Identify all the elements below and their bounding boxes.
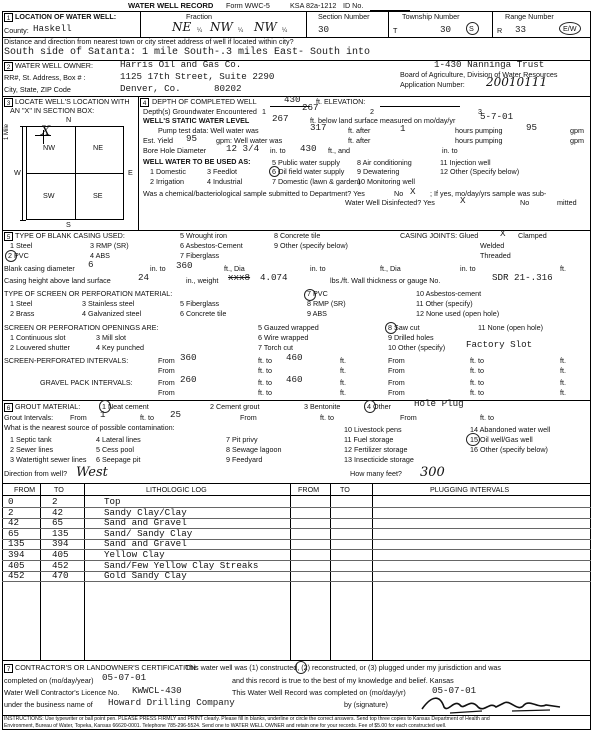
section-5-number: 5 [4,232,13,241]
section-2-number: 2 [4,62,13,71]
contam-label: What is the nearest source of possible contamination: [4,423,175,432]
grout-from-label-2: From [240,413,257,422]
contam-oilwell[interactable]: 15 Oil well/Gas well [470,435,533,444]
gravel-from-label-3: From [158,388,175,397]
yield-value[interactable]: 95 [186,133,198,144]
gravel-from-label: From [158,378,175,387]
instructions-line-2: Environment, Bureau of Water, Topeka, Kansas 66620-0001. Telephone 785-296-5524. Send one to WATER WELL OWNER and retain one for your records. Fee of $5.00 for each constructed well. [4,723,447,729]
use-industrial[interactable]: 4 Industrial [207,177,243,186]
groundwater-value[interactable]: 267 [302,102,319,113]
log-lith[interactable]: Top [104,496,121,507]
log-to[interactable]: 2 [52,496,58,507]
joints-clamped: Clamped [518,231,547,240]
screen-none[interactable]: 12 None used (open hole) [416,309,500,318]
use-domestic[interactable]: 1 Domestic [150,167,186,176]
use-lawn[interactable]: 7 Domestic (lawn & garden) [272,177,361,186]
height-label: Casing height above land surface [4,276,111,285]
screen-concrete[interactable]: 6 Concrete tile [180,309,227,318]
gravel-label: GRAVEL PACK INTERVALS: [40,378,133,387]
township-dir: S [469,24,474,33]
casing-steel[interactable]: 1 Steel [10,241,33,250]
form-title: WATER WELL RECORD [128,1,214,10]
grout-from-label: From [70,413,87,422]
diameter-ft-dia-2: ft., Dia [380,264,401,273]
perf-to-label: ft. to [258,356,272,365]
gw-3-label: 3 [478,107,482,116]
use-dewatering[interactable]: 9 Dewatering [357,167,400,176]
contam-sewer[interactable]: 2 Sewer lines [10,445,54,454]
casing-concrete[interactable]: 8 Concrete tile [274,231,321,240]
ksa-ref: KSA 82a-1212 [290,1,337,10]
contam-dir-value[interactable]: West [76,465,108,480]
range-value[interactable]: 33 [515,24,527,35]
screen-rmp[interactable]: 8 RMP (SR) [307,299,346,308]
gpm-unit: gpm [570,126,584,135]
gravel-ft: ft. [340,378,346,387]
grout-neat[interactable]: 1 Neat cement [102,402,149,411]
contam-dir-label: Direction from well? [4,469,68,478]
log-header-lith: LITHOLOGIC LOG [146,485,207,494]
cert-by-label: by (signature) [344,700,388,709]
compass-s: S [66,220,71,229]
locate-label-2: AN "X" IN SECTION BOX: [10,106,95,115]
board-label: Board of Agriculture, Division of Water Resources [400,70,558,79]
cert-business[interactable]: Howard Drilling Company [108,697,235,708]
perf-to-label-3: ft. to [258,366,272,375]
log-to[interactable]: 470 [52,570,69,582]
joints-threaded: Threaded [480,251,511,260]
diameter-ft-dia: ft., Dia [224,264,245,273]
township-value[interactable]: 30 [440,24,452,35]
contam-privy[interactable]: 7 Pit privy [226,435,258,444]
log-lith[interactable]: Sandy Clay/Clay [104,506,187,518]
grout-cement[interactable]: 2 Cement grout [210,402,260,411]
quarter-mark-3: ¼ [282,28,288,34]
cert-date-2[interactable]: 05-07-01 [432,685,477,696]
use-monitoring[interactable]: 10 Monitoring well [357,177,415,186]
depth-value[interactable]: 430 [284,94,301,105]
grout-to-label: ft. to [140,413,154,422]
opening-none[interactable]: 11 None (open hole) [478,323,543,332]
grout-to-label-3: ft. to [480,413,494,422]
use-irrigation[interactable]: 2 Irrigation [150,177,184,186]
sdr-value[interactable]: SDR 21-.316 [492,272,553,283]
grout-other[interactable]: 4 Other [367,402,391,411]
cert-label: CONTRACTOR'S OR LANDOWNER'S CERTIFICATION: [15,663,198,672]
opening-saw[interactable]: 8 Saw cut [388,323,420,332]
static-tail: ft. below land surface measured on mo/day/yr [310,116,456,125]
cert-record-label: This Water Well Record was completed on (mo/day/yr) [232,688,406,697]
casing-asbestos[interactable]: 6 Asbestos-Cement [180,241,243,250]
address-label: RR#, St. Address, Box # : [4,73,86,82]
section-number-value[interactable]: 30 [318,24,330,35]
quadrant-se: SE [93,191,103,200]
casing-other[interactable]: 9 Other (specify below) [274,241,348,250]
use-label: WELL WATER TO BE USED AS: [143,157,251,166]
contam-lagoon[interactable]: 8 Sewage lagoon [226,445,282,454]
log-header-to: TO [54,485,64,494]
yield-gpm-unit: gpm [570,136,584,145]
screen-stainless[interactable]: 3 Stainless steel [82,299,135,308]
gravel-to-label-2: ft. to [470,378,484,387]
application-label: Application Number: [400,80,465,89]
bore-value[interactable]: 12 3/4 [226,143,260,154]
casing-rmp[interactable]: 3 RMP (SR) [90,241,129,250]
address-value[interactable]: 1125 17th Street, Suite 2290 [120,71,275,82]
quadrant-sw: SW [43,191,55,200]
static-label: WELL'S STATIC WATER LEVEL [143,116,250,125]
opening-wire[interactable]: 6 Wire wrapped [258,333,309,342]
contam-feedyard[interactable]: 9 Feedyard [226,455,263,464]
disinfected-label: Water Well Disinfected? Yes [345,198,435,207]
gravel-to-label-3: ft. to [258,388,272,397]
contam-septic[interactable]: 1 Septic tank [10,435,52,444]
gravel-to-label: ft. to [258,378,272,387]
perf-ft: ft. [340,356,346,365]
instructions-line-1: INSTRUCTIONS: Use typewriter or ball point pen. PLEASE PRESS FIRMLY and PRINT clearly. Please fill in blanks, underline or circle the correct answers. Send top three copies to Kansas Department of Health and [4,716,490,722]
log-from[interactable]: 135 [8,538,25,550]
cert-licence[interactable]: KWWCL-430 [132,685,182,696]
fraction-q3[interactable]: NW [254,20,277,34]
log-to[interactable]: 394 [52,538,69,550]
log-lith[interactable]: Yellow Clay [104,549,165,560]
city-label: City, State, ZIP Code [4,85,71,94]
chem-no: No [394,189,404,198]
depth-label: DEPTH OF COMPLETED WELL [152,97,257,106]
gw-2-label: 2 [370,107,374,116]
direction-label: Distance and direction from nearest town or city street address of well if located within city? [4,37,294,46]
log-lith[interactable]: Sand/ Sandy Clay [104,527,193,539]
perf-label: SCREEN-PERFORATED INTERVALS: [4,356,129,365]
opening-louvered[interactable]: 2 Louvered shutter [10,343,70,352]
log-from[interactable]: 405 [8,559,25,571]
log-lith[interactable]: Sand/Few Yellow Clay Streaks [104,559,259,571]
county-label: County: [4,26,29,35]
casing-fiberglass[interactable]: 7 Fiberglass [180,251,220,260]
signature-image [420,693,570,715]
gravel-to-label-4: ft. to [470,388,484,397]
static-date[interactable]: 5-7-01 [480,111,514,122]
contam-watertight[interactable]: 3 Watertight sewer lines [10,455,87,464]
section-4-number: 4 [140,98,149,107]
weight-value[interactable]: 4.074 [260,272,288,283]
contam-livestock[interactable]: 10 Livestock pens [344,425,402,434]
diameter-to[interactable]: 360 [176,260,193,271]
contam-feet-value[interactable]: 300 [420,465,445,480]
diameter-in-to-3: in. to [460,264,476,273]
perf-from-label: From [158,356,175,365]
use-other[interactable]: 12 Other (Specify below) [440,167,520,176]
yield-tail: gpm: Well water was [216,136,283,145]
cert-business-label: under the business name of [4,700,93,709]
plug-header-from: FROM [298,485,320,494]
log-from[interactable]: 2 [8,506,14,518]
opening-continuous[interactable]: 1 Continuous slot [10,333,66,342]
joints-x[interactable]: X [500,228,506,239]
opening-gauzed[interactable]: 5 Gauzed wrapped [258,323,319,332]
pump-label: Pump test data: Well water was [158,126,259,135]
gravel-from-label-4: From [388,388,405,397]
cert-constructed-circle [295,661,307,674]
bore-label: Bore Hole Diameter [143,146,207,155]
pump-gpm[interactable]: 95 [526,122,538,133]
bore-in-to: in. to [270,146,286,155]
chem-x[interactable]: X [410,186,416,197]
screen-galvanized[interactable]: 4 Galvanized steel [82,309,142,318]
weight-strike: xxx8 [228,272,251,283]
contam-feet-label: How many feet? [350,469,402,478]
grout-to[interactable]: 25 [170,409,182,420]
log-from[interactable]: 65 [8,527,20,539]
grout-interval-label: Grout Intervals: [4,413,54,422]
section-number-label: Section Number [318,12,370,21]
mile-label: 1 Mile [4,123,10,140]
screen-abs[interactable]: 9 ABS [307,309,327,318]
township-label: Township Number [402,12,460,21]
quarter-mark-1: ¼ [197,28,203,34]
casing-wrought[interactable]: 5 Wrought iron [180,231,228,240]
screen-brass[interactable]: 2 Brass [10,309,35,318]
log-to[interactable]: 135 [52,527,69,539]
log-to[interactable]: 42 [52,506,64,518]
yield-after: ft. after [348,136,371,145]
screen-steel[interactable]: 1 Steel [10,299,33,308]
contam-lateral[interactable]: 4 Lateral lines [96,435,141,444]
casing-label: TYPE OF BLANK CASING USED: [15,231,125,240]
contam-seepage[interactable]: 6 Seepage pit [96,455,141,464]
static-value[interactable]: 267 [272,113,289,124]
yield-label: Est. Yield [143,136,173,145]
location-label: LOCATION OF WATER WELL: [15,12,117,21]
pump-after: ft. after [348,126,371,135]
openings-label: SCREEN OR PERFORATION OPENINGS ARE: [4,323,159,332]
perf-ft-2: ft. [560,356,566,365]
grout-from[interactable]: 1 [100,409,106,420]
quarter-mark-2: ¼ [238,28,244,34]
chem-tail: ; If yes, mo/day/yrs sample was sub- [430,189,547,198]
weight-label: in., weight [186,276,219,285]
compass-w: W [14,168,21,177]
contam-cess[interactable]: 5 Cess pool [96,445,134,454]
cert-completed-label: completed on (mo/day/year) [4,676,94,685]
zip-value[interactable]: 80202 [214,83,242,94]
range-r: R [497,26,503,35]
quadrant-ne: NE [93,143,103,152]
plug-header-to: TO [340,485,350,494]
fraction-q2[interactable]: NW [210,20,233,34]
township-t: T [393,26,398,35]
plug-header-intervals: PLUGGING INTERVALS [430,485,510,494]
fraction-label: Fraction [186,12,212,21]
contam-fertilizer[interactable]: 12 Fertilizer storage [344,445,408,454]
chem-mitted: mitted [557,198,577,207]
pump-hours[interactable]: 1 [400,123,406,134]
locate-label: LOCATE WELL'S LOCATION WITH [15,97,130,106]
id-label: ID No. [343,1,364,10]
compass-n: N [66,115,72,124]
cert-line-2: and this record is true to the best of my knowledge and belief. Kansas [232,676,454,685]
perf-from-label-4: From [388,366,405,375]
direction-value[interactable]: South side of Satanta: 1 mile South-.3 miles East- South into [4,47,371,58]
opening-other[interactable]: 10 Other (specify) [388,343,446,352]
log-to[interactable]: 65 [52,517,64,529]
log-header-from: FROM [14,485,36,494]
perf-to-label-4: ft. to [470,366,484,375]
gravel-ft-4: ft. [560,388,566,397]
use-feedlot[interactable]: 3 Feedlot [207,167,237,176]
opening-key[interactable]: 4 Key punched [96,343,144,352]
compass-e: E [128,168,133,177]
screen-fiberglass[interactable]: 5 Fiberglass [180,299,220,308]
application-value[interactable]: 20010111 [486,75,548,89]
perf-from[interactable]: 360 [180,352,197,363]
contam-other[interactable]: 16 Other (specify below) [470,445,548,454]
gravel-from[interactable]: 260 [180,374,197,385]
use-air[interactable]: 8 Air conditioning [357,158,412,167]
gw-1-label: 1 [262,107,266,116]
owner-value[interactable]: Harris Oil and Gas Co. [120,59,242,70]
grout-label: GROUT MATERIAL: [15,402,81,411]
diameter-label: Blank casing diameter [4,264,75,273]
cert-date-1[interactable]: 05-07-01 [102,672,147,683]
contam-fuel[interactable]: 11 Fuel storage [344,435,394,444]
casing-abs[interactable]: 4 ABS [90,251,110,260]
gravel-ft-3: ft. [340,388,346,397]
use-public[interactable]: 5 Public water supply [272,158,340,167]
lease-value[interactable]: 1-430 Nanninga Trust [434,59,545,70]
county-value[interactable]: Haskell [33,23,72,34]
fraction-q1[interactable]: NE [172,20,192,34]
log-to[interactable]: 452 [52,559,69,571]
height-value[interactable]: 24 [138,272,150,283]
bore-ft-and: ft., and [328,146,350,155]
casing-pvc[interactable]: 2 PVC [8,251,29,260]
quadrant-nw: NW [43,143,55,152]
contam-abandoned[interactable]: 14 Abandoned water well [470,425,551,434]
opening-drilled[interactable]: 9 Drilled holes [388,333,434,342]
disinfected-no: No [520,198,530,207]
location-x-mark: X [41,124,51,139]
log-from[interactable]: 394 [8,549,25,560]
use-oilfield[interactable]: 6 Oil field water supply [272,167,345,176]
contam-insecticide[interactable]: 13 Insecticide storage [344,455,414,464]
diameter-in-to: in. to [150,264,166,273]
perf-from-label-3: From [158,366,175,375]
form-number: Form WWC-5 [226,1,270,10]
grout-other-value[interactable]: Hole Plug [414,398,464,409]
use-injection[interactable]: 11 Injection well [440,158,491,167]
section-7-number: 7 [4,664,13,673]
bore-in-to-2: in. to [442,146,458,155]
yield-hours-label: hours pumping [455,136,503,145]
wall-label: lbs./ft. Wall thickness or gauge No. [330,276,441,285]
disinfected-x[interactable]: X [460,195,466,206]
log-from[interactable]: 0 [8,496,14,507]
screen-label: TYPE OF SCREEN OR PERFORATION MATERIAL: [4,289,173,298]
perf-from-label-2: From [388,356,405,365]
section-1-number: 1 [4,13,13,22]
gravel-ft-2: ft. [560,378,566,387]
diameter-ft: ft. [560,264,566,273]
grout-bentonite[interactable]: 3 Bentonite [304,402,341,411]
grout-from-label-3: From [400,413,417,422]
log-from[interactable]: 42 [8,517,20,529]
diameter-in-to-2: in. to [310,264,326,273]
perf-to-label-2: ft. to [470,356,484,365]
opening-factory[interactable]: Factory Slot [466,339,533,350]
log-to[interactable]: 405 [52,549,69,560]
pump-ft[interactable]: 317 [310,122,327,133]
elevation-label: ft. ELEVATION: [316,97,366,106]
bore-to[interactable]: 430 [300,143,317,154]
joints-welded: Welded [480,241,505,250]
perf-to[interactable]: 460 [286,352,303,363]
section-6-number: 6 [4,403,13,412]
screen-asbestos[interactable]: 10 Asbestos-cement [416,289,482,298]
joints-label: CASING JOINTS: Glued [400,231,479,240]
log-lith[interactable]: Sand and Gravel [104,517,187,529]
log-from[interactable]: 452 [8,570,25,582]
cert-line-1: This water well was (1) constructed, (2) reconstructed, or (3) plugged under my jurisdiction and was [185,663,501,672]
screen-pvc[interactable]: 7 PVC [307,289,328,298]
chem-label: Was a chemical/bacteriological sample submitted to Department? Yes [143,189,365,198]
perf-ft-4: ft. [560,366,566,375]
cert-licence-label: Water Well Contractor's Licence No. [4,688,120,697]
screen-other[interactable]: 11 Other (specify) [416,299,473,308]
range-dir: E/W [563,24,577,33]
perf-ft-3: ft. [340,366,346,375]
gravel-to[interactable]: 460 [286,374,303,385]
section-3-number: 3 [4,98,13,107]
hours-label: hours pumping [455,126,503,135]
owner-label: WATER WELL OWNER: [15,61,93,70]
grout-to-label-2: ft. to [320,413,334,422]
opening-mill[interactable]: 3 Mill slot [96,333,126,342]
log-lith[interactable]: Gold Sandy Clay [104,570,187,582]
log-lith[interactable]: Sand and Gravel [104,538,187,550]
opening-torch[interactable]: 7 Torch cut [258,343,294,352]
groundwater-label: Depth(s) Groundwater Encountered [143,107,257,116]
range-label: Range Number [505,12,554,21]
city-value[interactable]: Denver, Co. [120,83,181,94]
gravel-from-label-2: From [388,378,405,387]
diameter-value[interactable]: 6 [88,259,94,270]
